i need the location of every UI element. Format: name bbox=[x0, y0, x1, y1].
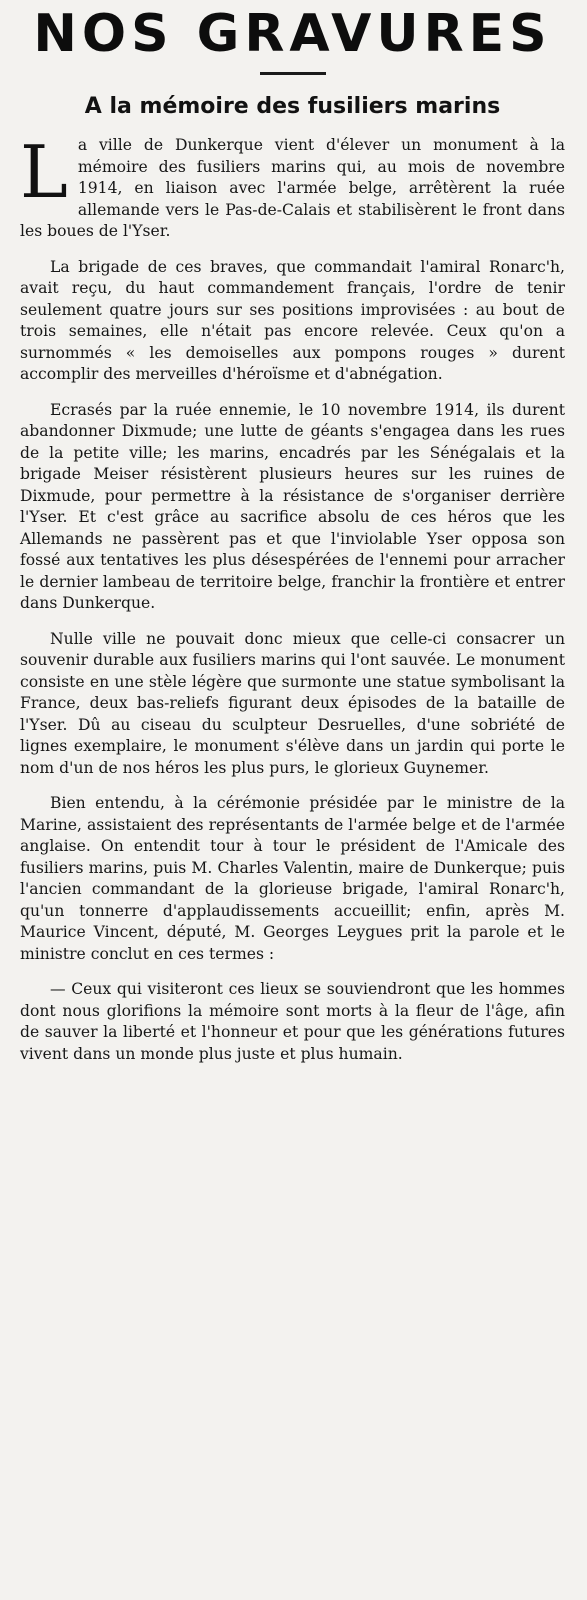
article-body bbox=[20, 130, 565, 1065]
title-divider bbox=[260, 72, 326, 75]
article-paragraph-5: Bien entendu, à la cérémonie présidée par le ministre de la Marine, assistaient des représentants de l'armée belge et de l'armée anglaise. On entendit tour à tour le président de l'Amicale des fusiliers marins, puis M. Charles Valentin, maire de Dunkerque; puis l'ancien commandant de la glorieuse brigade, l'amiral Ronarc'h, qu'un tonnerre d'applaudissements accueillit; enfin, après M. Maurice Vincent, député, M. Georges Leygues prit la parole et le ministre conclut en ces termes : bbox=[20, 794, 565, 963]
article-paragraph-4: Nulle ville ne pouvait donc mieux que celle-ci consacrer un souvenir durable aux fusiliers marins qui l'ont sauvée. Le monument consiste en une stèle légère que surmonte une statue symbolisant la France, deux bas-reliefs figurant deux épisodes de la bataille de l'Yser. Dû au ciseau du sculpteur Desruelles, d'une sobriété de lignes exemplaire, le monument s'élève dans un jardin qui porte le nom d'un de nos héros les plus purs, le glorieux Guynemer. bbox=[20, 629, 565, 777]
drop-cap-letter: L bbox=[20, 130, 68, 214]
article-quote-paragraph: — Ceux qui visiteront ces lieux se souviendront que les hommes dont nous glorifions la mémoire sont morts à la fleur de l'âge, afin de sauver la liberté et l'honneur et pour que les générations futures vivent dans un monde plus juste et plus humain. bbox=[20, 980, 565, 1063]
article-headline: A la mémoire des fusiliers marins bbox=[84, 94, 501, 119]
article-paragraph-3: Ecrasés par la ruée ennemie, le 10 novembre 1914, ils durent abandonner Dixmude; une lutte de géants s'engagea dans les rues de la petite ville; les marins, encadrés par les Sénégalais et la brigade Meiser résistèrent plusieurs heures sur les ruines de Dixmude, pour permettre à la résistance de s'organiser derrière l'Yser. Et c'est grâce au sacrifice absolu de ces héros que les Allemands ne passèrent pas et que l'inviolable Yser opposa son fossé aux tentatives les plus désespérées de l'ennemi pour arracher le dernier lambeau de territoire belge, franchir la frontière et entrer dans Dunkerque. bbox=[20, 400, 565, 612]
section-masthead: NOS GRAVURES bbox=[33, 4, 552, 64]
first-paragraph-text: a ville de Dunkerque vient d'élever un monument à la mémoire des fusiliers marins qui, au mois de novembre 1914, en liaison avec l'armée belge, arrêtèrent la ruée allemande vers le Pas-de-Calais et stabilisèrent le front dans les boues de l'Yser. bbox=[20, 136, 565, 240]
article-paragraph-1 bbox=[20, 130, 565, 243]
article-paragraph-2: La brigade de ces braves, que commandait l'amiral Ronarc'h, avait reçu, du haut commandement français, l'ordre de tenir seulement quatre jours sur ses positions improvisées : au bout de trois semaines, elle n'était pas encore relevée. Ceux qu'on a surnommés « les demoiselles aux pompons rouges » durent accomplir des merveilles d'héroïsme et d'abnégation. bbox=[20, 257, 565, 383]
